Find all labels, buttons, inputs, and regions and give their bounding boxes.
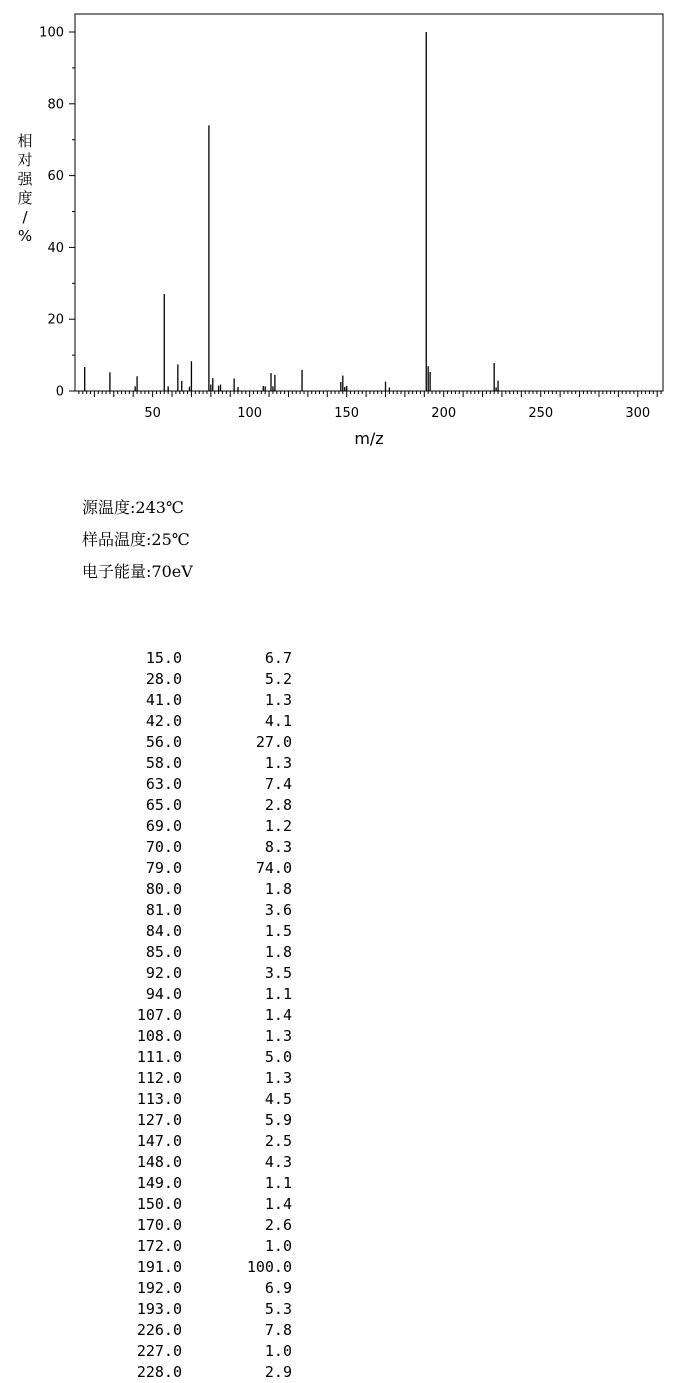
table-row [100, 1026, 300, 1047]
table-row [100, 1278, 300, 1299]
y-axis-title-char: 对 [17, 151, 33, 169]
x-tick-label: 300 [625, 406, 651, 421]
peak-intensity-value: 2.8 [264, 796, 292, 814]
peak-mz-value: 70.0 [145, 838, 182, 856]
table-row [100, 795, 300, 816]
y-tick-label: 20 [47, 312, 64, 328]
peak-intensity-value: 1.5 [264, 922, 292, 940]
x-tick-label: 250 [528, 406, 554, 421]
y-tick-label: 0 [55, 384, 64, 400]
table-row [100, 1320, 300, 1341]
peak-intensity-value: 4.1 [264, 712, 292, 730]
table-row [100, 1089, 300, 1110]
peak-mz-value: 92.0 [145, 964, 182, 982]
peak-intensity-value: 2.6 [264, 1216, 292, 1234]
table-row [100, 1362, 300, 1383]
peak-mz-value: 63.0 [145, 775, 182, 793]
x-tick-label: 50 [144, 406, 161, 421]
peak-intensity-value: 27.0 [255, 733, 292, 751]
table-row [100, 1047, 300, 1068]
table-row [100, 1068, 300, 1089]
peak-intensity-value: 1.0 [264, 1342, 292, 1360]
peak-intensity-value: 6.7 [264, 649, 292, 667]
table-row [100, 1194, 300, 1215]
peak-mz-value: 56.0 [145, 733, 182, 751]
peak-intensity-value: 1.3 [264, 1069, 292, 1087]
peak-mz-value: 150.0 [136, 1195, 182, 1213]
table-row [100, 837, 300, 858]
table-row [100, 816, 300, 837]
peak-intensity-value: 5.0 [264, 1048, 292, 1066]
peak-mz-value: 108.0 [136, 1027, 182, 1045]
peak-mz-value: 42.0 [145, 712, 182, 730]
peak-mz-value: 172.0 [136, 1237, 182, 1255]
table-row [100, 690, 300, 711]
y-axis-title-char: 度 [17, 189, 33, 207]
peak-intensity-value: 1.4 [264, 1195, 292, 1213]
spectrum-peaks [85, 32, 498, 391]
peak-intensity-value: 3.5 [264, 964, 292, 982]
peak-intensity-value: 2.5 [264, 1132, 292, 1150]
table-row [100, 1152, 300, 1173]
peak-mz-value: 193.0 [136, 1300, 182, 1318]
peak-mz-value: 226.0 [136, 1321, 182, 1339]
peak-mz-value: 65.0 [145, 796, 182, 814]
peak-intensity-value: 4.5 [264, 1090, 292, 1108]
peak-mz-value: 69.0 [145, 817, 182, 835]
table-row [100, 1341, 300, 1362]
y-axis-title-char: 强 [17, 170, 33, 188]
table-row [100, 1131, 300, 1152]
peak-intensity-value: 3.6 [264, 901, 292, 919]
table-row [100, 648, 300, 669]
peak-mz-value: 192.0 [136, 1279, 182, 1297]
x-tick-label: 200 [431, 406, 457, 421]
table-row [100, 1236, 300, 1257]
peak-intensity-value: 1.3 [264, 754, 292, 772]
sample-temperature: 样品温度:25℃ [82, 530, 190, 549]
table-row [100, 711, 300, 732]
peak-intensity-value: 6.9 [264, 1279, 292, 1297]
peak-intensity-value: 100.0 [246, 1258, 292, 1276]
peak-mz-value: 127.0 [136, 1111, 182, 1129]
peak-intensity-value: 1.3 [264, 691, 292, 709]
peak-mz-value: 227.0 [136, 1342, 182, 1360]
peak-intensity-value: 1.1 [264, 985, 292, 1003]
table-row [100, 879, 300, 900]
peak-table [100, 648, 300, 1383]
x-axis-title: m/z [354, 429, 384, 448]
peak-mz-value: 228.0 [136, 1363, 182, 1381]
peak-mz-value: 84.0 [145, 922, 182, 940]
table-row [100, 1005, 300, 1026]
peak-intensity-value: 1.8 [264, 880, 292, 898]
peak-mz-value: 41.0 [145, 691, 182, 709]
peak-mz-value: 81.0 [145, 901, 182, 919]
y-tick-label: 80 [47, 97, 64, 113]
peak-intensity-value: 1.1 [264, 1174, 292, 1192]
peak-mz-value: 107.0 [136, 1006, 182, 1024]
peak-intensity-value: 7.4 [264, 775, 292, 793]
instrument-conditions [82, 492, 193, 588]
peak-intensity-value: 4.3 [264, 1153, 292, 1171]
y-tick-label: 100 [39, 25, 64, 41]
peak-mz-value: 79.0 [145, 859, 182, 877]
peak-intensity-value: 74.0 [255, 859, 292, 877]
table-row [100, 1299, 300, 1320]
peak-mz-value: 147.0 [136, 1132, 182, 1150]
peak-mz-value: 113.0 [136, 1090, 182, 1108]
peak-intensity-value: 5.3 [264, 1300, 292, 1318]
table-row [100, 858, 300, 879]
table-row [100, 774, 300, 795]
table-row [100, 942, 300, 963]
table-row [100, 921, 300, 942]
peak-mz-value: 191.0 [136, 1258, 182, 1276]
table-row [100, 1110, 300, 1131]
peak-mz-value: 148.0 [136, 1153, 182, 1171]
peak-mz-value: 170.0 [136, 1216, 182, 1234]
peak-mz-value: 15.0 [145, 649, 182, 667]
y-tick-label: 40 [47, 240, 64, 256]
table-row [100, 1215, 300, 1236]
table-row [100, 900, 300, 921]
mass-spectrum-chart [0, 0, 687, 460]
table-row [100, 984, 300, 1005]
peak-intensity-value: 1.2 [264, 817, 292, 835]
x-tick-label: 100 [237, 406, 263, 421]
table-row [100, 1257, 300, 1278]
peak-intensity-value: 2.9 [264, 1363, 292, 1381]
peak-intensity-value: 1.4 [264, 1006, 292, 1024]
table-row [100, 753, 300, 774]
y-axis-title-char: 相 [17, 132, 33, 150]
y-tick-label: 60 [47, 169, 64, 185]
peak-intensity-value: 1.0 [264, 1237, 292, 1255]
peak-intensity-value: 1.3 [264, 1027, 292, 1045]
peak-mz-value: 85.0 [145, 943, 182, 961]
y-axis-title [17, 132, 33, 245]
y-axis-title-char: / [22, 208, 28, 226]
x-tick-label: 150 [334, 406, 360, 421]
source-temperature: 源温度:243℃ [82, 498, 184, 517]
peak-mz-value: 28.0 [145, 670, 182, 688]
peak-intensity-value: 1.8 [264, 943, 292, 961]
y-axis-title-char: % [17, 227, 33, 245]
peak-mz-value: 111.0 [136, 1048, 182, 1066]
electron-energy: 电子能量:70eV [82, 562, 193, 581]
axis-ticks [39, 26, 661, 422]
peak-intensity-value: 5.2 [264, 670, 292, 688]
peak-mz-value: 80.0 [145, 880, 182, 898]
peak-mz-value: 58.0 [145, 754, 182, 772]
table-row [100, 732, 300, 753]
peak-mz-value: 112.0 [136, 1069, 182, 1087]
peak-intensity-value: 5.9 [264, 1111, 292, 1129]
peak-intensity-value: 7.8 [264, 1321, 292, 1339]
peak-mz-value: 94.0 [145, 985, 182, 1003]
table-row [100, 669, 300, 690]
peak-mz-value: 149.0 [136, 1174, 182, 1192]
table-row [100, 1173, 300, 1194]
table-row [100, 963, 300, 984]
peak-intensity-value: 8.3 [264, 838, 292, 856]
plot-frame [75, 14, 663, 391]
